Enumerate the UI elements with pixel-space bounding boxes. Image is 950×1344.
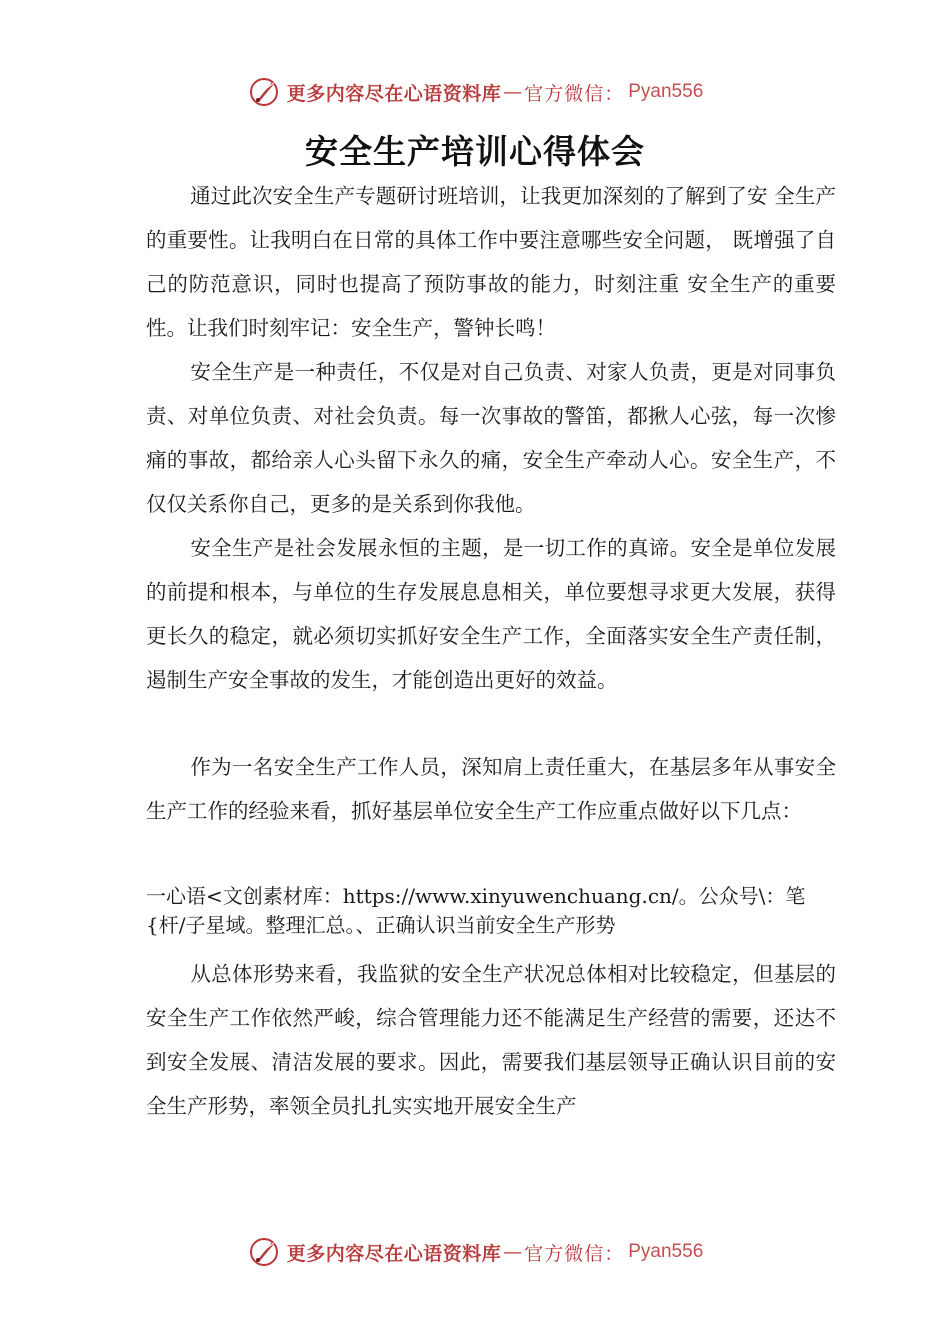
- paragraph-3-text: 安全生产是社会发展永恒的主题，是一切工作的真谛。安全是单位发展的前提和根本，与单位的生存发展息息相关，单位要想寻求更大发展，获得更长久的稳定，就必须切实抓好安全生产工作，全面落实安全生产责任制，遏制生产安全事故的发生，才能创造出更好的效益。: [146, 536, 836, 692]
- paragraph-1-text: 通过此次安全生产专题研讨班培训，让我更加深刻的了解到了安 全生产的重要性。让我明白在日常的具体工作中要注意哪些安全问题， 既增强了自己的防范意识，同时也提高了预防事故的能力，时刻注重 安全生产的重要性。让我们时刻牢记：安全生产，警钟长鸣！: [146, 184, 836, 340]
- paragraph-4: [146, 745, 836, 833]
- paragraph-5-text: 从总体形势来看，我监狱的安全生产状况总体相对比较稳定，但基层的安全生产工作依然严峻，综合管理能力还不能满足生产经营的需要，还达不到安全发展、清洁发展的要求。因此，需要我们基层领导正确认识目前的安全生产形势，率领全员扎扎实实地开展安全生产: [146, 962, 836, 1118]
- paragraph-1: [146, 174, 836, 350]
- banner-dash: —: [503, 1241, 523, 1263]
- paragraph-4-text: 作为一名安全生产工作人员，深知肩上责任重大，在基层多年从事安全生产工作的经验来看，抓好基层单位安全生产工作应重点做好以下几点：: [146, 755, 836, 823]
- header-banner: [0, 72, 950, 112]
- banner-wechat-label: 官方微信：: [524, 82, 625, 105]
- paragraph-3: [146, 526, 836, 702]
- footer-banner: [0, 1232, 950, 1272]
- source-note: 一心语<文创素材库：https://www.xinyuwenchuang.cn/。公众号\：笔{杆/子星域。整理汇总。、正确认识当前安全生产形势: [146, 884, 806, 937]
- banner-text: 更多内容尽在心语资料库: [286, 1242, 502, 1265]
- quill-pen-logo-icon: [247, 75, 281, 109]
- paragraph-5: [146, 952, 836, 1128]
- banner-wechat-id: Pyan556: [628, 81, 704, 102]
- banner-wechat-id: Pyan556: [628, 1241, 704, 1262]
- banner-dash: —: [503, 81, 523, 103]
- quill-pen-logo-icon: [247, 1235, 281, 1269]
- page-title: 安全生产培训心得体会: [305, 132, 645, 171]
- paragraph-2-text: 安全生产是一种责任，不仅是对自己负责、对家人负责，更是对同事负责、对单位负责、对社会负责。每一次事故的警笛，都揪人心弦，每一次惨痛的事故，都给亲人心头留下永久的痛，安全生产牵动人心。安全生产，不仅仅关系你自己，更多的是关系到你我他。: [146, 360, 836, 516]
- paragraph-2: [146, 350, 836, 526]
- banner-text: 更多内容尽在心语资料库: [286, 82, 502, 105]
- banner-wechat-label: 官方微信：: [524, 1242, 625, 1265]
